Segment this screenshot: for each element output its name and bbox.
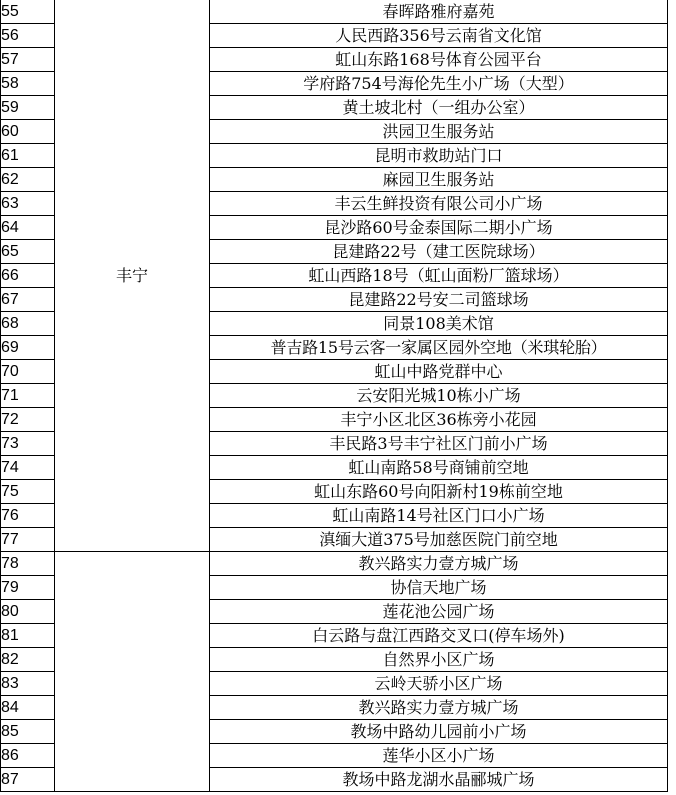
site-name-cell[interactable]: 虹山南路58号商铺前空地 — [210, 456, 668, 480]
row-number-cell[interactable]: 72 — [1, 408, 55, 432]
site-name-cell[interactable]: 同景108美术馆 — [210, 312, 668, 336]
row-number-cell[interactable]: 76 — [1, 504, 55, 528]
site-name-cell[interactable]: 自然界小区广场 — [210, 648, 668, 672]
row-number-cell[interactable]: 55 — [1, 0, 55, 24]
site-name-cell[interactable]: 莲华小区小广场 — [210, 744, 668, 768]
row-number-cell[interactable]: 56 — [1, 24, 55, 48]
row-number-cell[interactable]: 66 — [1, 264, 55, 288]
site-name-cell[interactable]: 教兴路实力壹方城广场 — [210, 552, 668, 576]
row-number-cell[interactable]: 58 — [1, 72, 55, 96]
row-number-cell[interactable]: 83 — [1, 672, 55, 696]
site-list-body — [1, 0, 668, 792]
row-number-cell[interactable]: 71 — [1, 384, 55, 408]
site-name-cell[interactable]: 丰民路3号丰宁社区门前小广场 — [210, 432, 668, 456]
site-name-cell[interactable]: 洪园卫生服务站 — [210, 120, 668, 144]
row-number-cell[interactable]: 65 — [1, 240, 55, 264]
row-number-cell[interactable]: 70 — [1, 360, 55, 384]
row-number-cell[interactable]: 84 — [1, 696, 55, 720]
row-number-cell[interactable]: 69 — [1, 336, 55, 360]
row-number-cell[interactable]: 63 — [1, 192, 55, 216]
site-name-cell[interactable]: 昆建路22号（建工医院球场） — [210, 240, 668, 264]
district-cell[interactable]: 丰宁 — [55, 0, 210, 552]
row-number-cell[interactable]: 80 — [1, 600, 55, 624]
site-name-cell[interactable]: 昆明市救助站门口 — [210, 144, 668, 168]
row-number-cell[interactable]: 68 — [1, 312, 55, 336]
site-name-cell[interactable]: 人民西路356号云南省文化馆 — [210, 24, 668, 48]
row-number-cell[interactable]: 86 — [1, 744, 55, 768]
site-name-cell[interactable]: 丰宁小区北区36栋旁小花园 — [210, 408, 668, 432]
site-name-cell[interactable]: 学府路754号海伦先生小广场（大型） — [210, 72, 668, 96]
row-number-cell[interactable]: 62 — [1, 168, 55, 192]
site-name-cell[interactable]: 虹山东路60号向阳新村19栋前空地 — [210, 480, 668, 504]
site-name-cell[interactable]: 虹山西路18号（虹山面粉厂篮球场） — [210, 264, 668, 288]
site-name-cell[interactable]: 虹山东路168号体育公园平台 — [210, 48, 668, 72]
row-number-cell[interactable]: 85 — [1, 720, 55, 744]
row-number-cell[interactable]: 75 — [1, 480, 55, 504]
district-cell[interactable] — [55, 552, 210, 792]
row-number-cell[interactable]: 82 — [1, 648, 55, 672]
site-name-cell[interactable]: 云岭天骄小区广场 — [210, 672, 668, 696]
site-name-cell[interactable]: 云安阳光城10栋小广场 — [210, 384, 668, 408]
site-name-cell[interactable]: 虹山南路14号社区门口小广场 — [210, 504, 668, 528]
row-number-cell[interactable]: 81 — [1, 624, 55, 648]
row-number-cell[interactable]: 67 — [1, 288, 55, 312]
site-name-cell[interactable]: 黄土坡北村（一组办公室） — [210, 96, 668, 120]
site-name-cell[interactable]: 教场中路幼儿园前小广场 — [210, 720, 668, 744]
site-name-cell[interactable]: 昆沙路60号金泰国际二期小广场 — [210, 216, 668, 240]
site-name-cell[interactable]: 麻园卫生服务站 — [210, 168, 668, 192]
site-name-cell[interactable]: 莲花池公园广场 — [210, 600, 668, 624]
site-name-cell[interactable]: 丰云生鲜投资有限公司小广场 — [210, 192, 668, 216]
site-name-cell[interactable]: 协信天地广场 — [210, 576, 668, 600]
site-name-cell[interactable]: 虹山中路党群中心 — [210, 360, 668, 384]
row-number-cell[interactable]: 74 — [1, 456, 55, 480]
row-number-cell[interactable]: 64 — [1, 216, 55, 240]
row-number-cell[interactable]: 77 — [1, 528, 55, 552]
site-name-cell[interactable]: 普吉路15号云客一家属区园外空地（米琪轮胎） — [210, 336, 668, 360]
row-number-cell[interactable]: 73 — [1, 432, 55, 456]
site-name-cell[interactable]: 教兴路实力壹方城广场 — [210, 696, 668, 720]
site-name-cell[interactable]: 春晖路雅府嘉苑 — [210, 0, 668, 24]
row-number-cell[interactable]: 60 — [1, 120, 55, 144]
row-number-cell[interactable]: 78 — [1, 552, 55, 576]
table-row — [1, 0, 668, 24]
row-number-cell[interactable]: 59 — [1, 96, 55, 120]
site-name-cell[interactable]: 教场中路龙湖水晶郦城广场 — [210, 768, 668, 792]
site-name-cell[interactable]: 昆建路22号安二司篮球场 — [210, 288, 668, 312]
site-name-cell[interactable]: 滇缅大道375号加慈医院门前空地 — [210, 528, 668, 552]
row-number-cell[interactable]: 57 — [1, 48, 55, 72]
table-row — [1, 552, 668, 576]
row-number-cell[interactable]: 87 — [1, 768, 55, 792]
row-number-cell[interactable]: 61 — [1, 144, 55, 168]
row-number-cell[interactable]: 79 — [1, 576, 55, 600]
site-name-cell[interactable]: 白云路与盘江西路交叉口(停车场外) — [210, 624, 668, 648]
